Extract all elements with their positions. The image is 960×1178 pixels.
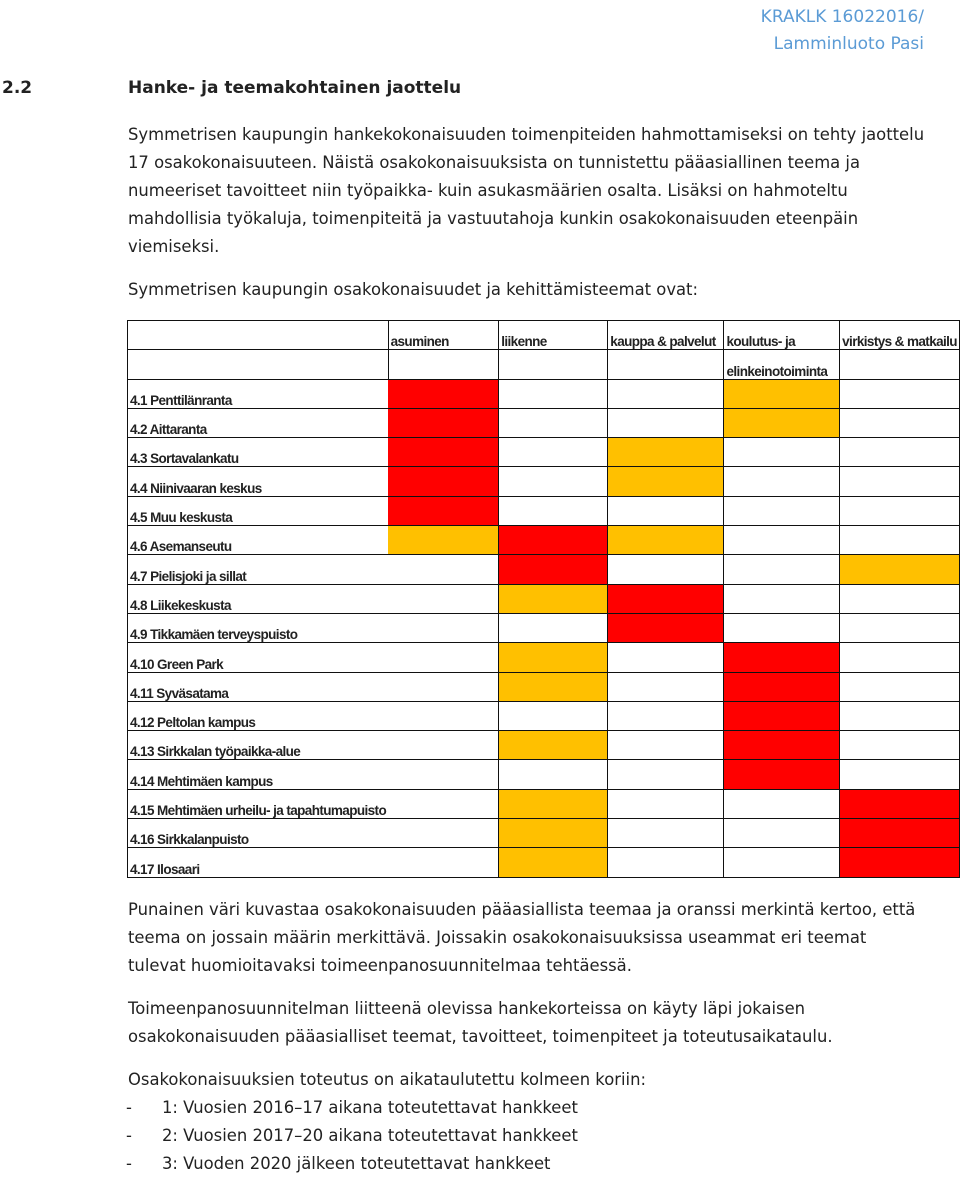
document-reference (761, 4, 924, 58)
matrix-empty-cell (724, 496, 840, 525)
matrix-empty-cell (499, 379, 608, 408)
matrix-header-row (128, 350, 960, 379)
matrix-empty-cell (608, 496, 724, 525)
matrix-empty-cell (128, 350, 389, 379)
matrix-row-label: 4.16 Sirkkalanpuisto (130, 832, 249, 848)
matrix-header-row (128, 321, 960, 350)
matrix-empty-cell (499, 350, 608, 379)
matrix-row-label: 4.7 Pielisjoki ja sillat (130, 568, 247, 584)
color-note-paragraph: Punainen väri kuvastaa osakokonaisuuden pääasiallista teemaa ja oranssi merkintä kertoo, että teema on jossain määrin merkittävä. Joissakin osakokonaisuuksissa useammat eri teemat tulevat huomioitavaksi toimeenpanosuunnitelmaa tehtäessä. (128, 900, 916, 975)
primary-theme-cell (388, 408, 499, 437)
primary-theme-cell (388, 438, 499, 467)
matrix-empty-cell (608, 848, 724, 877)
matrix-row (128, 789, 960, 818)
matrix-empty-cell (608, 350, 724, 379)
matrix-empty-cell (724, 819, 840, 848)
matrix-row-label-cell (128, 467, 389, 496)
matrix-row (128, 496, 960, 525)
theme-matrix-table (127, 320, 960, 878)
matrix-row-label: 4.11 Syväsatama (130, 685, 229, 701)
matrix-empty-cell (499, 438, 608, 467)
matrix-empty-cell (840, 613, 960, 642)
primary-theme-cell (608, 584, 724, 613)
matrix-row-label-cell (128, 643, 389, 672)
secondary-theme-cell (499, 584, 608, 613)
matrix-empty-cell (499, 496, 608, 525)
matrix-empty-cell (724, 584, 840, 613)
matrix-row-label-cell (128, 848, 389, 877)
matrix-empty-cell (724, 848, 840, 877)
matrix-column-header: kauppa & palvelut (608, 321, 724, 350)
matrix-row (128, 555, 960, 584)
matrix-row (128, 526, 960, 555)
matrix-empty-cell (840, 379, 960, 408)
schedule-item-text: 1: Vuosien 2016–17 aikana toteutettavat hankkeet (162, 1098, 578, 1117)
primary-theme-cell (724, 731, 840, 760)
matrix-empty-cell (724, 789, 840, 818)
matrix-row (128, 731, 960, 760)
matrix-row (128, 848, 960, 877)
secondary-theme-cell (499, 731, 608, 760)
matrix-empty-cell (388, 350, 499, 379)
primary-theme-cell (724, 760, 840, 789)
matrix-row (128, 760, 960, 789)
secondary-theme-cell (499, 819, 608, 848)
matrix-empty-cell (840, 643, 960, 672)
matrix-empty-cell (840, 350, 960, 379)
matrix-row-label: 4.14 Mehtimäen kampus (130, 773, 273, 789)
matrix-row-label-cell (128, 584, 389, 613)
matrix-row-label: 4.9 Tikkamäen terveyspuisto (130, 627, 298, 643)
matrix-row-label-cell (128, 379, 389, 408)
matrix-empty-cell (608, 408, 724, 437)
matrix-row-label: 4.5 Muu keskusta (130, 510, 233, 526)
matrix-row-label-cell (128, 496, 389, 525)
schedule-item-text: 2: Vuosien 2017–20 aikana toteutettavat hankkeet (162, 1126, 578, 1145)
secondary-theme-cell (724, 408, 840, 437)
matrix-row-label-cell (128, 819, 389, 848)
matrix-empty-cell (499, 760, 608, 789)
primary-theme-cell (724, 701, 840, 730)
schedule-item-text: 3: Vuoden 2020 jälkeen toteutettavat hankkeet (162, 1154, 551, 1173)
primary-theme-cell (499, 555, 608, 584)
matrix-row (128, 819, 960, 848)
matrix-row-label-cell (128, 526, 389, 555)
matrix-empty-cell (499, 613, 608, 642)
matrix-row-label: 4.10 Green Park (130, 656, 224, 672)
primary-theme-cell (388, 496, 499, 525)
matrix-empty-cell (840, 408, 960, 437)
matrix-row-label: 4.15 Mehtimäen urheilu- ja tapahtumapuisto (130, 803, 387, 819)
matrix-empty-cell (840, 672, 960, 701)
schedule-list-item: - 2: Vuosien 2017–20 aikana toteutettavat hankkeet (126, 1126, 578, 1145)
document-reference-line1: KRAKLK 16022016/ (760, 7, 924, 27)
secondary-theme-cell (499, 848, 608, 877)
matrix-row-label-cell (128, 408, 389, 437)
matrix-row (128, 643, 960, 672)
matrix-column-header: liikenne (499, 321, 608, 350)
matrix-empty-cell (608, 672, 724, 701)
matrix-row (128, 379, 960, 408)
matrix-empty-cell (608, 760, 724, 789)
secondary-theme-cell (840, 555, 960, 584)
matrix-row (128, 613, 960, 642)
matrix-empty-cell (388, 643, 499, 672)
matrix-column-header: koulutus- ja (724, 321, 840, 350)
primary-theme-cell (840, 848, 960, 877)
secondary-theme-cell (608, 526, 724, 555)
matrix-row (128, 438, 960, 467)
matrix-row-label-cell (128, 438, 389, 467)
matrix-row-label-cell (128, 760, 389, 789)
matrix-row-label: 4.3 Sortavalankatu (130, 451, 239, 467)
matrix-row (128, 584, 960, 613)
matrix-empty-cell (724, 613, 840, 642)
primary-theme-cell (608, 613, 724, 642)
secondary-theme-cell (608, 467, 724, 496)
matrix-empty-cell (499, 701, 608, 730)
matrix-column-header: virkistys & matkailu (840, 321, 960, 350)
primary-theme-cell (840, 819, 960, 848)
matrix-empty-cell (608, 555, 724, 584)
matrix-row-label-cell (128, 672, 389, 701)
matrix-empty-cell (724, 467, 840, 496)
matrix-row (128, 701, 960, 730)
matrix-corner-cell (128, 321, 389, 350)
matrix-empty-cell (608, 643, 724, 672)
matrix-empty-cell (499, 408, 608, 437)
matrix-empty-cell (388, 555, 499, 584)
section-number: 2.2 (2, 78, 33, 98)
matrix-empty-cell (388, 613, 499, 642)
matrix-empty-cell (499, 467, 608, 496)
matrix-column-header: asuminen (388, 321, 499, 350)
schedule-list-item: - 3: Vuoden 2020 jälkeen toteutettavat hankkeet (126, 1154, 551, 1173)
schedule-list (128, 1094, 578, 1178)
matrix-row-label: 4.13 Sirkkalan työpaikka-alue (130, 744, 301, 760)
primary-theme-cell (388, 467, 499, 496)
matrix-empty-cell (840, 584, 960, 613)
matrix-empty-cell (608, 789, 724, 818)
matrix-empty-cell (840, 701, 960, 730)
intro-paragraph: Symmetrisen kaupungin hankekokonaisuuden toimenpiteiden hahmottamiseksi on tehty jaottelu 17 osakokonaisuuteen. Näistä osakokonaisuuksista on tunnistettu pääasiallinen teema ja numeeriset tavoitteet niin työpaikka- kuin asukasmäärien osalta. Lisäksi on hahmoteltu mahdollisia työkaluja, toimenpiteitä ja vastuutahoja kunkin osakokonaisuuden eteenpäin viemiseksi. (128, 125, 925, 256)
matrix-column-header-continuation: elinkeinotoiminta (724, 350, 840, 379)
secondary-theme-cell (388, 526, 499, 555)
cards-note-paragraph: Toimeenpanosuunnitelman liitteenä olevissa hankekorteissa on käyty läpi jokaisen osakokonaisuuden pääasialliset teemat, tavoitteet, toimenpiteet ja toteutusaikataulu. (128, 999, 833, 1046)
document-reference-line2: Lamminluoto Pasi (773, 34, 924, 54)
matrix-empty-cell (608, 701, 724, 730)
matrix-empty-cell (388, 731, 499, 760)
primary-theme-cell (724, 643, 840, 672)
matrix-empty-cell (388, 701, 499, 730)
matrix-empty-cell (840, 438, 960, 467)
matrix-row-label-cell (128, 701, 389, 730)
secondary-theme-cell (724, 379, 840, 408)
matrix-empty-cell (840, 731, 960, 760)
matrix-row-label: 4.1 Penttilänranta (130, 392, 232, 408)
matrix-empty-cell (388, 819, 499, 848)
matrix-row-label: 4.12 Peltolan kampus (130, 715, 256, 731)
matrix-row-label: 4.17 Ilosaari (130, 861, 200, 877)
matrix-empty-cell (388, 672, 499, 701)
matrix-empty-cell (608, 819, 724, 848)
matrix-empty-cell (840, 526, 960, 555)
matrix-empty-cell (608, 731, 724, 760)
matrix-empty-cell (388, 789, 499, 818)
matrix-row-label: 4.4 Niinivaaran keskus (130, 480, 262, 496)
primary-theme-cell (499, 526, 608, 555)
secondary-theme-cell (499, 789, 608, 818)
matrix-row-label-cell (128, 555, 389, 584)
section-title: Hanke- ja teemakohtainen jaottelu (128, 78, 462, 98)
matrix-row-label: 4.2 Aittaranta (130, 422, 207, 438)
secondary-theme-cell (608, 438, 724, 467)
matrix-empty-cell (724, 526, 840, 555)
matrix-row (128, 467, 960, 496)
matrix-row-label: 4.8 Liikekeskusta (130, 597, 231, 613)
primary-theme-cell (724, 672, 840, 701)
matrix-empty-cell (724, 438, 840, 467)
matrix-row (128, 408, 960, 437)
matrix-row-label-cell (128, 613, 389, 642)
secondary-theme-cell (499, 672, 608, 701)
schedule-intro-paragraph: Osakokonaisuuksien toteutus on aikataulutettu kolmeen koriin: (128, 1070, 646, 1089)
matrix-empty-cell (840, 760, 960, 789)
matrix-empty-cell (724, 555, 840, 584)
primary-theme-cell (840, 789, 960, 818)
matrix-empty-cell (388, 584, 499, 613)
schedule-list-item: - 1: Vuosien 2016–17 aikana toteutettavat hankkeet (126, 1098, 578, 1117)
matrix-empty-cell (840, 467, 960, 496)
secondary-theme-cell (499, 643, 608, 672)
table-intro-paragraph: Symmetrisen kaupungin osakokonaisuudet ja kehittämisteemat ovat: (128, 280, 699, 299)
matrix-empty-cell (840, 496, 960, 525)
matrix-row-label: 4.6 Asemanseutu (130, 539, 232, 555)
matrix-row-label-cell (128, 789, 389, 818)
matrix-empty-cell (608, 379, 724, 408)
matrix-empty-cell (388, 760, 499, 789)
matrix-empty-cell (388, 848, 499, 877)
matrix-row-label-cell (128, 731, 389, 760)
matrix-row (128, 672, 960, 701)
primary-theme-cell (388, 379, 499, 408)
